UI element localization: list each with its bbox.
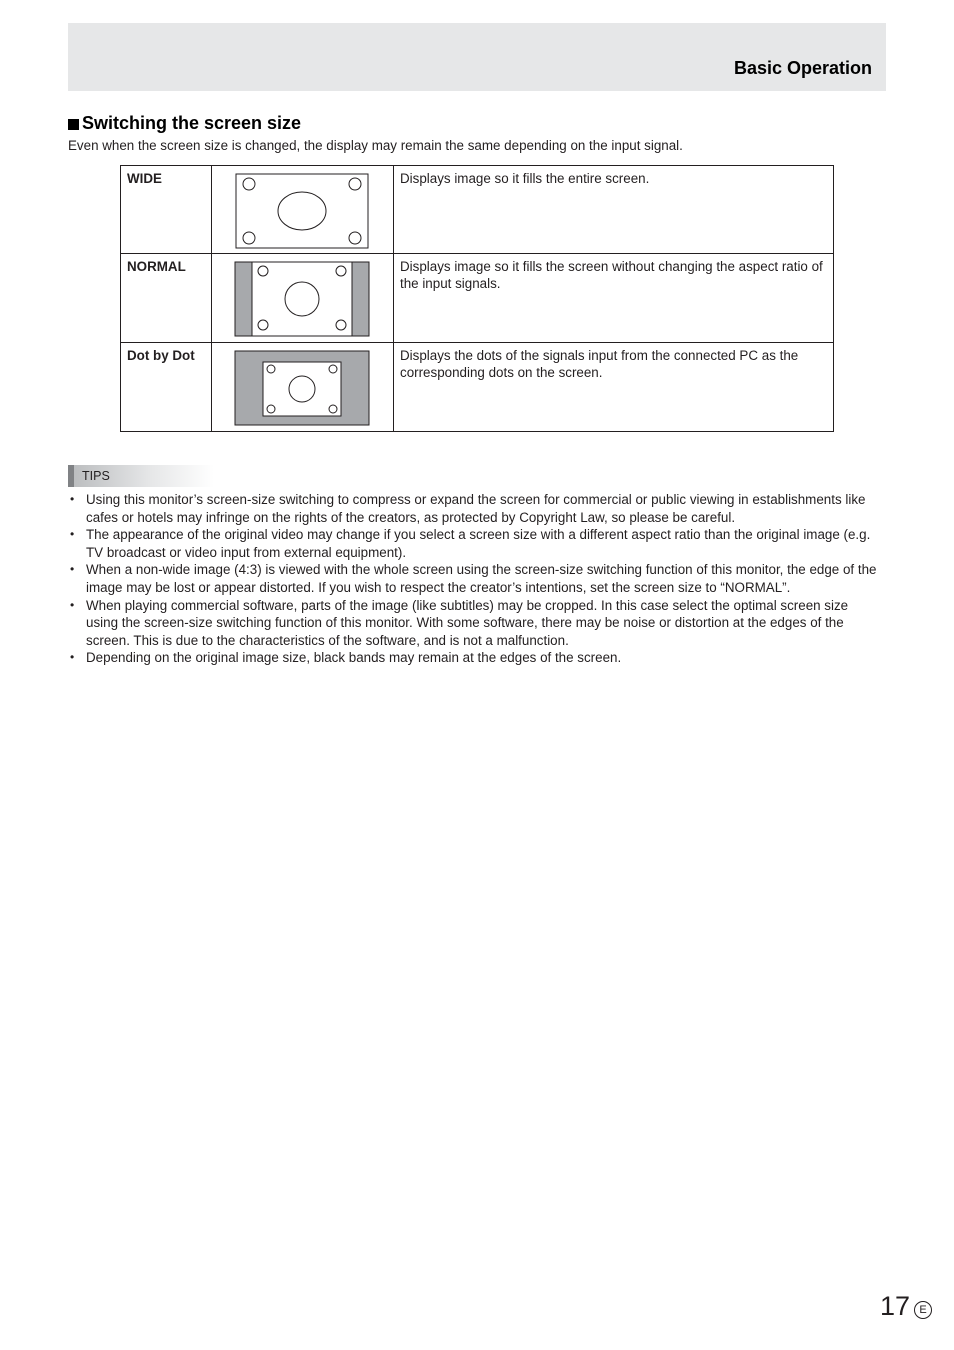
bullet-icon: • <box>70 492 75 506</box>
tip-text: The appearance of the original video may change if you select a screen size with a different aspect ratio than the original image (e.g. TV broadcast or video input from external equipment). <box>86 527 871 560</box>
table-row-wide <box>121 166 834 254</box>
mode-illustration-cell <box>212 254 394 343</box>
bullet-icon: • <box>70 650 75 665</box>
mode-name: WIDE <box>121 166 212 254</box>
page-number: 17 <box>880 1291 911 1321</box>
list-item <box>68 649 883 667</box>
list-item <box>68 491 883 526</box>
tips-label: TIPS <box>68 465 214 487</box>
section-title: Switching the screen size <box>82 113 302 133</box>
mode-name: NORMAL <box>121 254 212 343</box>
list-item <box>68 597 883 650</box>
page-footer <box>880 1291 932 1322</box>
section-heading <box>68 113 301 134</box>
dot-by-dot-mode-illustration-icon <box>234 349 370 427</box>
mode-name: Dot by Dot <box>121 343 212 432</box>
mode-illustration-cell <box>212 166 394 254</box>
list-item <box>68 561 883 596</box>
mode-description: Displays image so it fills the screen without changing the aspect ratio of the input signals. <box>394 254 834 343</box>
mode-illustration-cell <box>212 343 394 432</box>
normal-mode-illustration-icon <box>234 260 370 338</box>
screen-size-table <box>120 165 834 432</box>
mode-description: Displays the dots of the signals input from the connected PC as the corresponding dots on the screen. <box>394 343 834 432</box>
square-bullet-icon <box>68 119 79 130</box>
list-item <box>68 526 883 561</box>
wide-mode-illustration-icon <box>234 172 370 250</box>
language-badge: E <box>914 1301 932 1319</box>
mode-description: Displays image so it fills the entire screen. <box>394 166 834 254</box>
tip-text: When playing commercial software, parts of the image (like subtitles) may be cropped. In this case select the optimal screen size using the screen-size switching function of this monitor. With some software, there may be noise or distortion at the edges of the screen. This is due to the characteristics of the software, and is not a malfunction. <box>86 597 849 648</box>
tips-list <box>68 491 883 667</box>
bullet-icon: • <box>70 562 75 577</box>
section-intro: Even when the screen size is changed, the display may remain the same depending on the input signal. <box>68 138 683 153</box>
bullet-icon: • <box>70 597 75 612</box>
tip-text: Using this monitor’s screen-size switching to compress or expand the screen for commercial or public viewing in establishments like cafes or hotels may infringe on the rights of the creators, as protected by Copyright Law, so please be careful. <box>86 492 866 525</box>
header-band <box>68 23 886 91</box>
tip-text: When a non-wide image (4:3) is viewed with the whole screen using the screen-size switching function of this monitor, the edge of the image may be lost or appear distorted. If you wish to respect the creator’s intentions, set the screen size to “NORMAL”. <box>86 562 877 595</box>
header-title: Basic Operation <box>733 58 872 78</box>
tip-text: Depending on the original image size, black bands may remain at the edges of the screen. <box>86 650 622 666</box>
table-row-normal <box>121 254 834 343</box>
bullet-icon: • <box>70 527 75 542</box>
table-row-dot-by-dot <box>121 343 834 432</box>
